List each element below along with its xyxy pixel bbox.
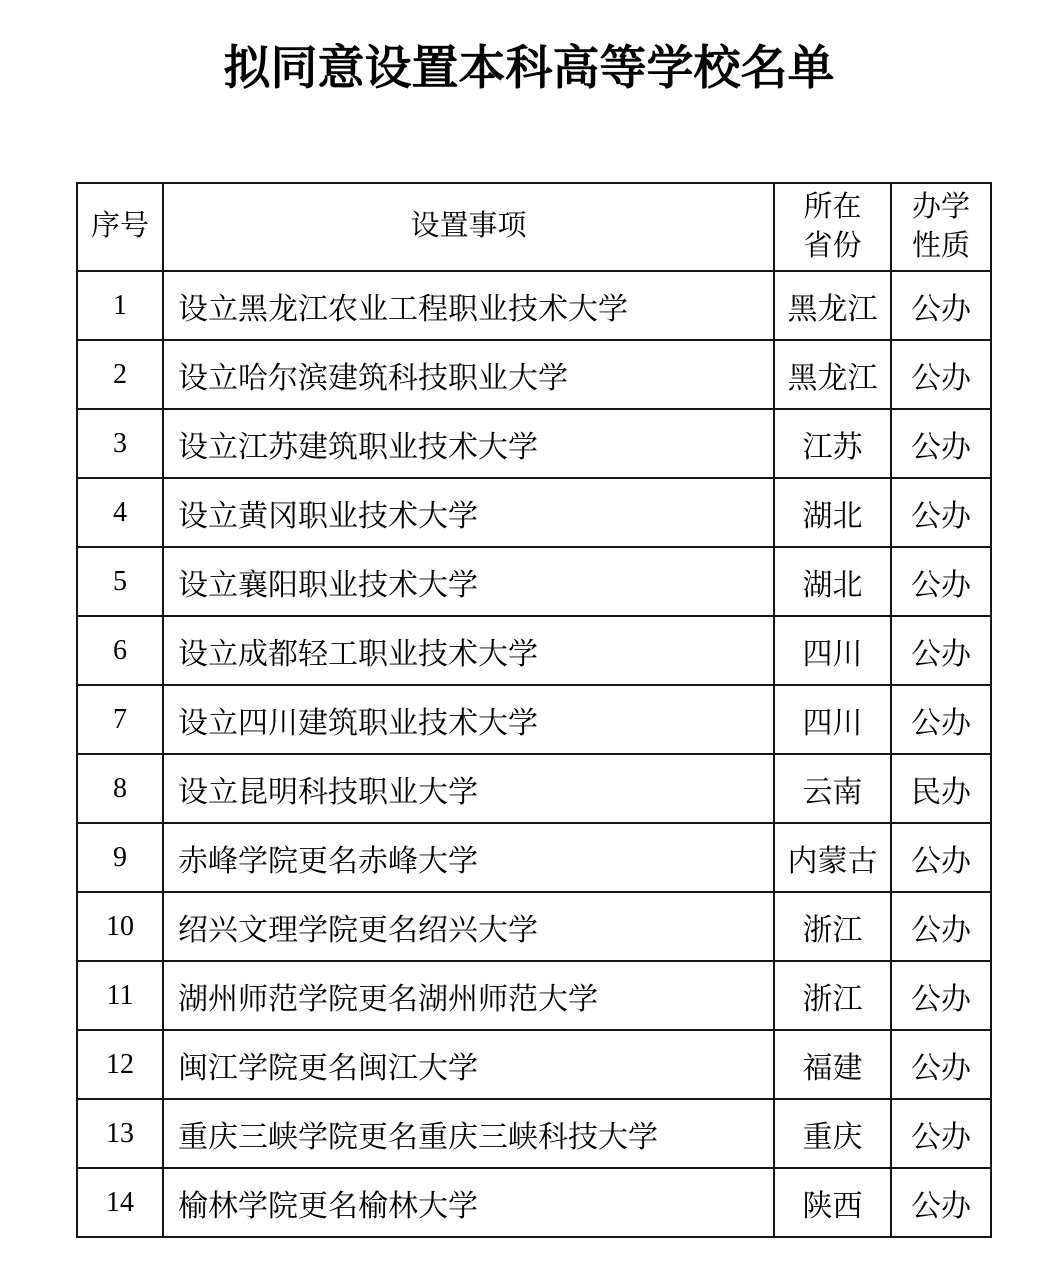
row-school-nature: 公办 bbox=[891, 478, 991, 547]
row-province: 内蒙古 bbox=[774, 823, 891, 892]
row-establishment-matter: 设立黄冈职业技术大学 bbox=[163, 478, 774, 547]
table-row bbox=[77, 1030, 991, 1099]
row-establishment-matter: 赤峰学院更名赤峰大学 bbox=[163, 823, 774, 892]
school-list-table bbox=[76, 182, 992, 1238]
row-province: 江苏 bbox=[774, 409, 891, 478]
row-establishment-matter: 绍兴文理学院更名绍兴大学 bbox=[163, 892, 774, 961]
row-province: 黑龙江 bbox=[774, 340, 891, 409]
header-serial-number: 序号 bbox=[77, 183, 163, 271]
row-school-nature: 公办 bbox=[891, 271, 991, 340]
row-school-nature: 公办 bbox=[891, 616, 991, 685]
table-row bbox=[77, 340, 991, 409]
row-school-nature: 公办 bbox=[891, 409, 991, 478]
row-establishment-matter: 设立哈尔滨建筑科技职业大学 bbox=[163, 340, 774, 409]
row-school-nature: 公办 bbox=[891, 1030, 991, 1099]
table-row bbox=[77, 1168, 991, 1237]
table-header-row bbox=[77, 183, 991, 271]
table-row bbox=[77, 1099, 991, 1168]
row-province: 重庆 bbox=[774, 1099, 891, 1168]
header-school-nature-line2: 性质 bbox=[911, 230, 970, 262]
row-establishment-matter: 设立昆明科技职业大学 bbox=[163, 754, 774, 823]
row-school-nature: 公办 bbox=[891, 892, 991, 961]
table-row bbox=[77, 409, 991, 478]
table-row bbox=[77, 616, 991, 685]
row-establishment-matter: 设立江苏建筑职业技术大学 bbox=[163, 409, 774, 478]
row-province: 湖北 bbox=[774, 547, 891, 616]
row-school-nature: 公办 bbox=[891, 547, 991, 616]
header-establishment-matter: 设置事项 bbox=[163, 183, 774, 271]
row-serial-number: 9 bbox=[77, 823, 163, 892]
header-province bbox=[774, 183, 891, 271]
row-serial-number: 4 bbox=[77, 478, 163, 547]
table-row bbox=[77, 478, 991, 547]
row-province: 四川 bbox=[774, 616, 891, 685]
row-serial-number: 6 bbox=[77, 616, 163, 685]
row-establishment-matter: 设立黑龙江农业工程职业技术大学 bbox=[163, 271, 774, 340]
table-row bbox=[77, 823, 991, 892]
header-school-nature bbox=[891, 183, 991, 271]
row-school-nature: 公办 bbox=[891, 340, 991, 409]
row-province: 福建 bbox=[774, 1030, 891, 1099]
row-establishment-matter: 榆林学院更名榆林大学 bbox=[163, 1168, 774, 1237]
row-serial-number: 13 bbox=[77, 1099, 163, 1168]
table-row bbox=[77, 892, 991, 961]
row-province: 四川 bbox=[774, 685, 891, 754]
row-establishment-matter: 重庆三峡学院更名重庆三峡科技大学 bbox=[163, 1099, 774, 1168]
row-province: 陕西 bbox=[774, 1168, 891, 1237]
table-row bbox=[77, 547, 991, 616]
row-serial-number: 11 bbox=[77, 961, 163, 1030]
row-serial-number: 8 bbox=[77, 754, 163, 823]
header-province-line2: 省份 bbox=[803, 230, 862, 262]
table-row bbox=[77, 754, 991, 823]
row-serial-number: 1 bbox=[77, 271, 163, 340]
table-row bbox=[77, 271, 991, 340]
row-province: 浙江 bbox=[774, 961, 891, 1030]
row-school-nature: 民办 bbox=[891, 754, 991, 823]
row-establishment-matter: 设立襄阳职业技术大学 bbox=[163, 547, 774, 616]
row-establishment-matter: 闽江学院更名闽江大学 bbox=[163, 1030, 774, 1099]
row-school-nature: 公办 bbox=[891, 685, 991, 754]
row-province: 浙江 bbox=[774, 892, 891, 961]
row-serial-number: 12 bbox=[77, 1030, 163, 1099]
row-serial-number: 10 bbox=[77, 892, 163, 961]
table-row bbox=[77, 961, 991, 1030]
row-province: 云南 bbox=[774, 754, 891, 823]
row-school-nature: 公办 bbox=[891, 823, 991, 892]
page-title: 拟同意设置本科高等学校名单 bbox=[223, 41, 835, 94]
row-serial-number: 5 bbox=[77, 547, 163, 616]
row-establishment-matter: 设立成都轻工职业技术大学 bbox=[163, 616, 774, 685]
row-province: 湖北 bbox=[774, 478, 891, 547]
row-serial-number: 2 bbox=[77, 340, 163, 409]
header-school-nature-line1: 办学 bbox=[911, 190, 970, 223]
row-serial-number: 3 bbox=[77, 409, 163, 478]
row-school-nature: 公办 bbox=[891, 1099, 991, 1168]
header-province-line1: 所在 bbox=[803, 190, 862, 223]
row-serial-number: 7 bbox=[77, 685, 163, 754]
row-province: 黑龙江 bbox=[774, 271, 891, 340]
row-serial-number: 14 bbox=[77, 1168, 163, 1237]
row-establishment-matter: 设立四川建筑职业技术大学 bbox=[163, 685, 774, 754]
row-establishment-matter: 湖州师范学院更名湖州师范大学 bbox=[163, 961, 774, 1030]
row-school-nature: 公办 bbox=[891, 1168, 991, 1237]
table-row bbox=[77, 685, 991, 754]
row-school-nature: 公办 bbox=[891, 961, 991, 1030]
